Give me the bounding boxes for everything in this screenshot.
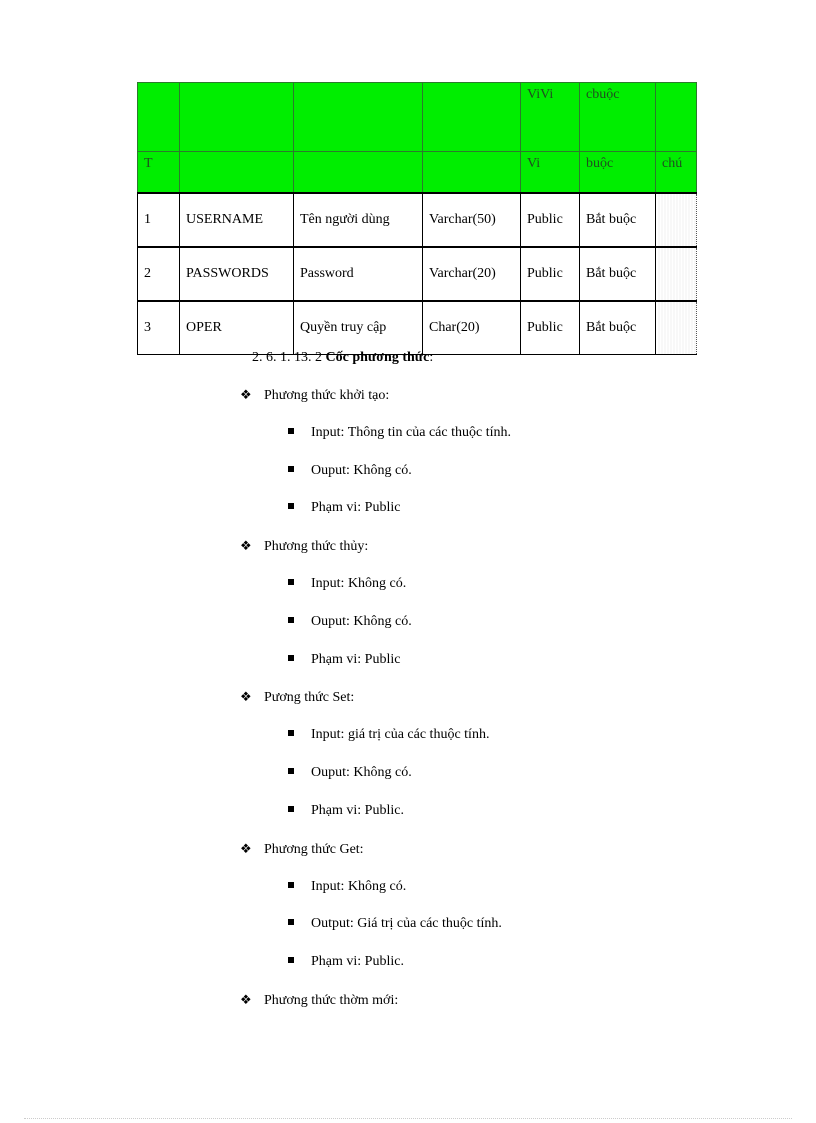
header-cell bbox=[423, 152, 521, 194]
diamond-bullet-icon: ❖ bbox=[240, 689, 252, 704]
table-cell: Char(20) bbox=[423, 301, 521, 355]
method-item bbox=[240, 538, 368, 555]
header-cell: chú bbox=[656, 152, 697, 194]
square-bullet-icon bbox=[288, 919, 294, 925]
diamond-bullet-icon: ❖ bbox=[240, 992, 252, 1007]
list-item bbox=[288, 576, 406, 592]
list-item-text: Input: Thông tin của các thuộc tính. bbox=[311, 425, 511, 440]
attribute-table bbox=[137, 82, 697, 355]
square-bullet-icon bbox=[288, 655, 294, 661]
square-bullet-icon bbox=[288, 768, 294, 774]
header-cell bbox=[138, 83, 180, 152]
list-item-text: Phạm vi: Public bbox=[311, 652, 401, 667]
section-heading bbox=[252, 350, 433, 366]
table-header-row bbox=[138, 83, 697, 152]
list-item-text: Phạm vi: Public. bbox=[311, 803, 404, 818]
table-cell: 3 bbox=[138, 301, 180, 355]
square-bullet-icon bbox=[288, 957, 294, 963]
method-item bbox=[240, 387, 389, 404]
list-item bbox=[288, 614, 412, 630]
method-title: Phương thức thủy: bbox=[264, 539, 369, 554]
square-bullet-icon bbox=[288, 617, 294, 623]
diamond-bullet-icon: ❖ bbox=[240, 387, 252, 402]
method-title: Pương thức Set: bbox=[264, 690, 355, 705]
list-item-text: Input: giá trị của các thuộc tính. bbox=[311, 727, 490, 742]
list-item bbox=[288, 425, 511, 441]
header-cell: Vi bbox=[521, 152, 580, 194]
table-cell: Varchar(50) bbox=[423, 193, 521, 247]
list-item-text: Phạm vi: Public bbox=[311, 500, 401, 515]
header-cell: T bbox=[138, 152, 180, 194]
header-cell: ViVi bbox=[521, 83, 580, 152]
square-bullet-icon bbox=[288, 503, 294, 509]
method-title: Phương thức Get: bbox=[264, 842, 364, 857]
table-cell: Public bbox=[521, 301, 580, 355]
table-cell bbox=[656, 193, 697, 247]
diamond-bullet-icon: ❖ bbox=[240, 538, 252, 553]
table-cell: 2 bbox=[138, 247, 180, 301]
square-bullet-icon bbox=[288, 806, 294, 812]
header-cell bbox=[180, 152, 294, 194]
list-item-text: Ouput: Không có. bbox=[311, 765, 412, 780]
header-cell: cbuộc bbox=[580, 83, 656, 152]
list-item bbox=[288, 916, 502, 932]
header-cell bbox=[180, 83, 294, 152]
section-title: Cốc phương thức bbox=[325, 350, 430, 365]
list-item-text: Phạm vi: Public. bbox=[311, 954, 404, 969]
table-header-row bbox=[138, 152, 697, 194]
table-cell: Quyền truy cập bbox=[294, 301, 423, 355]
page-bottom-divider bbox=[24, 1118, 792, 1119]
header-cell bbox=[423, 83, 521, 152]
list-item-text: Input: Không có. bbox=[311, 576, 407, 591]
square-bullet-icon bbox=[288, 882, 294, 888]
table-cell: PASSWORDS bbox=[180, 247, 294, 301]
table-row bbox=[138, 247, 697, 301]
list-item-text: Output: Giá trị của các thuộc tính. bbox=[311, 916, 502, 931]
table-cell: Tên người dùng bbox=[294, 193, 423, 247]
square-bullet-icon bbox=[288, 579, 294, 585]
table-cell: Varchar(20) bbox=[423, 247, 521, 301]
method-item bbox=[240, 689, 354, 706]
square-bullet-icon bbox=[288, 466, 294, 472]
method-title: Phương thức thờm mới: bbox=[264, 993, 399, 1008]
list-item bbox=[288, 500, 400, 516]
list-item bbox=[288, 803, 404, 819]
diamond-bullet-icon: ❖ bbox=[240, 841, 252, 856]
table-cell: Bắt buộc bbox=[580, 301, 656, 355]
table-cell: 1 bbox=[138, 193, 180, 247]
section-suffix: : bbox=[429, 350, 434, 365]
table-cell bbox=[656, 247, 697, 301]
list-item bbox=[288, 727, 489, 743]
table-cell: Bắt buộc bbox=[580, 193, 656, 247]
header-cell: buộc bbox=[580, 152, 656, 194]
table-cell: Password bbox=[294, 247, 423, 301]
method-item bbox=[240, 992, 398, 1009]
list-item bbox=[288, 954, 404, 970]
method-title: Phương thức khởi tạo: bbox=[264, 388, 390, 403]
table-cell bbox=[656, 301, 697, 355]
section-number: 2. 6. 1. 13. 2 bbox=[252, 350, 322, 365]
list-item-text: Ouput: Không có. bbox=[311, 614, 412, 629]
table-cell: Public bbox=[521, 193, 580, 247]
list-item-text: Ouput: Không có. bbox=[311, 463, 412, 478]
list-item-text: Input: Không có. bbox=[311, 879, 407, 894]
header-cell bbox=[294, 152, 423, 194]
header-cell bbox=[294, 83, 423, 152]
list-item bbox=[288, 765, 412, 781]
table-cell: OPER bbox=[180, 301, 294, 355]
table-cell: USERNAME bbox=[180, 193, 294, 247]
table-row bbox=[138, 193, 697, 247]
square-bullet-icon bbox=[288, 730, 294, 736]
table-row bbox=[138, 301, 697, 355]
square-bullet-icon bbox=[288, 428, 294, 434]
header-cell bbox=[656, 83, 697, 152]
list-item bbox=[288, 652, 400, 668]
list-item bbox=[288, 463, 412, 479]
table-cell: Public bbox=[521, 247, 580, 301]
list-item bbox=[288, 879, 406, 895]
method-item bbox=[240, 841, 364, 858]
table-cell: Bắt buộc bbox=[580, 247, 656, 301]
